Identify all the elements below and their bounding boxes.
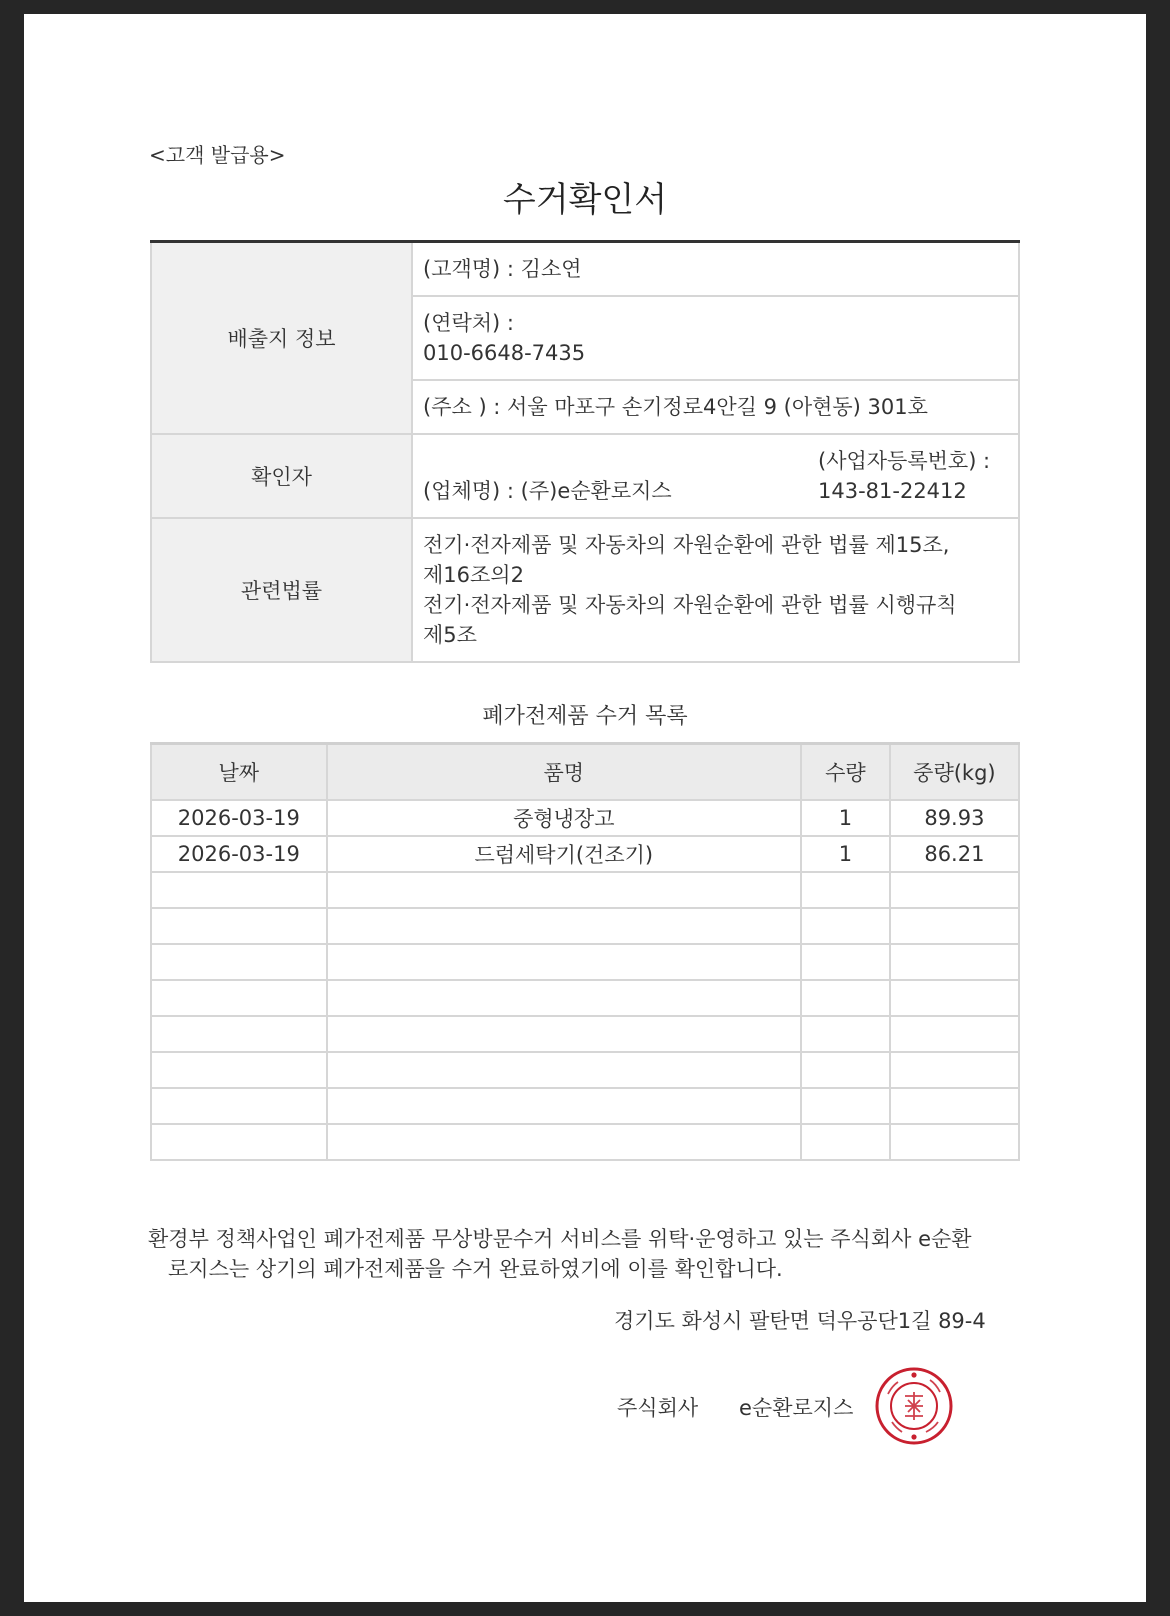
cell-date bbox=[151, 980, 327, 1016]
cell-date bbox=[151, 944, 327, 980]
table-row bbox=[151, 872, 1019, 908]
table-row bbox=[151, 800, 1019, 836]
law-line: 전기·전자제품 및 자동차의 자원순환에 관한 법률 제15조, bbox=[423, 532, 950, 557]
cell-item bbox=[327, 1052, 801, 1088]
related-law-cell bbox=[412, 518, 1019, 662]
business-info bbox=[423, 446, 1008, 506]
cell-weight bbox=[890, 944, 1019, 980]
header-item: 품명 bbox=[327, 744, 801, 801]
cell-qty bbox=[801, 980, 890, 1016]
table-header-row bbox=[151, 744, 1019, 801]
biz-reg-label: (사업자등록번호) : bbox=[818, 448, 991, 473]
table-row bbox=[151, 1088, 1019, 1124]
table-row bbox=[151, 980, 1019, 1016]
collection-table bbox=[150, 742, 1020, 1161]
cell-item bbox=[327, 908, 801, 944]
notice-line: 로지스는 상기의 폐가전제품을 수거 완료하였기에 이를 확인합니다. bbox=[168, 1257, 783, 1281]
biz-reg-number: 143-81-22412 bbox=[818, 478, 967, 503]
cell-weight bbox=[890, 980, 1019, 1016]
confirmer-cell bbox=[412, 434, 1019, 518]
document-title: 수거확인서 bbox=[502, 180, 668, 220]
header-weight: 중량(kg) bbox=[890, 744, 1019, 801]
cell-weight: 86.21 bbox=[890, 836, 1019, 872]
info-table bbox=[150, 240, 1020, 663]
confirmer-label: 확인자 bbox=[151, 434, 412, 518]
related-law-label: 관련법률 bbox=[151, 518, 412, 662]
table-row bbox=[151, 908, 1019, 944]
cell-qty: 1 bbox=[801, 836, 890, 872]
table-row bbox=[151, 1016, 1019, 1052]
table-row bbox=[151, 944, 1019, 980]
cell-date: 2026-03-19 bbox=[151, 800, 327, 836]
law-line: 전기·전자제품 및 자동차의 자원순환에 관한 법률 시행규칙 bbox=[423, 592, 957, 617]
cell-weight bbox=[890, 1124, 1019, 1160]
corporation-name: e순환로지스 bbox=[739, 1396, 854, 1420]
law-line: 제5조 bbox=[423, 622, 477, 647]
company-address: 경기도 화성시 팔탄면 덕우공단1길 89-4 bbox=[614, 1309, 986, 1333]
cell-qty: 1 bbox=[801, 800, 890, 836]
discharge-info-label: 배출지 정보 bbox=[151, 242, 412, 434]
confirmation-notice bbox=[148, 1224, 1028, 1284]
cell-date bbox=[151, 1088, 327, 1124]
cell-weight bbox=[890, 908, 1019, 944]
contact-phone: 010-6648-7435 bbox=[423, 340, 586, 365]
notice-line: 환경부 정책사업인 폐가전제품 무상방문수거 서비스를 위탁·운영하고 있는 주식회사 e순환 bbox=[148, 1227, 972, 1251]
cell-item bbox=[327, 1088, 801, 1124]
table-row bbox=[151, 836, 1019, 872]
cell-qty bbox=[801, 1124, 890, 1160]
cell-item bbox=[327, 980, 801, 1016]
cell-date: 2026-03-19 bbox=[151, 836, 327, 872]
cell-weight bbox=[890, 1052, 1019, 1088]
issue-label: <고객 발급용> bbox=[149, 143, 286, 167]
law-line: 제16조의2 bbox=[423, 562, 524, 587]
cell-item bbox=[327, 872, 801, 908]
cell-weight bbox=[890, 1088, 1019, 1124]
cell-item bbox=[327, 944, 801, 980]
cell-qty bbox=[801, 872, 890, 908]
cell-item bbox=[327, 1016, 801, 1052]
cell-qty bbox=[801, 944, 890, 980]
cell-weight: 89.93 bbox=[890, 800, 1019, 836]
header-qty: 수량 bbox=[801, 744, 890, 801]
cell-weight bbox=[890, 872, 1019, 908]
cell-item: 중형냉장고 bbox=[327, 800, 801, 836]
document-page bbox=[24, 14, 1146, 1602]
header-date: 날짜 bbox=[151, 744, 327, 801]
cell-date bbox=[151, 872, 327, 908]
table-row bbox=[151, 1052, 1019, 1088]
cell-date bbox=[151, 1016, 327, 1052]
corporation-prefix: 주식회사 bbox=[617, 1396, 699, 1420]
info-row bbox=[151, 242, 1019, 296]
contact-label: (연락처) : bbox=[423, 310, 514, 335]
business-registration bbox=[818, 446, 1008, 506]
cell-date bbox=[151, 1052, 327, 1088]
address: (주소 ) : 서울 마포구 손기정로4안길 9 (아현동) 301호 bbox=[412, 380, 1019, 434]
cell-weight bbox=[890, 1016, 1019, 1052]
customer-name: (고객명) : 김소연 bbox=[412, 242, 1019, 296]
info-row bbox=[151, 518, 1019, 662]
cell-qty bbox=[801, 1016, 890, 1052]
cell-qty bbox=[801, 1088, 890, 1124]
contact-cell bbox=[412, 296, 1019, 380]
cell-item: 드럼세탁기(건조기) bbox=[327, 836, 801, 872]
cell-date bbox=[151, 908, 327, 944]
info-row bbox=[151, 434, 1019, 518]
company-seal-icon bbox=[874, 1366, 954, 1446]
cell-qty bbox=[801, 908, 890, 944]
cell-qty bbox=[801, 1052, 890, 1088]
cell-item bbox=[327, 1124, 801, 1160]
cell-date bbox=[151, 1124, 327, 1160]
collection-list-title: 폐가전제품 수거 목록 bbox=[482, 704, 688, 729]
company-name: (업체명) : (주)e순환로지스 bbox=[423, 478, 672, 503]
table-row bbox=[151, 1124, 1019, 1160]
